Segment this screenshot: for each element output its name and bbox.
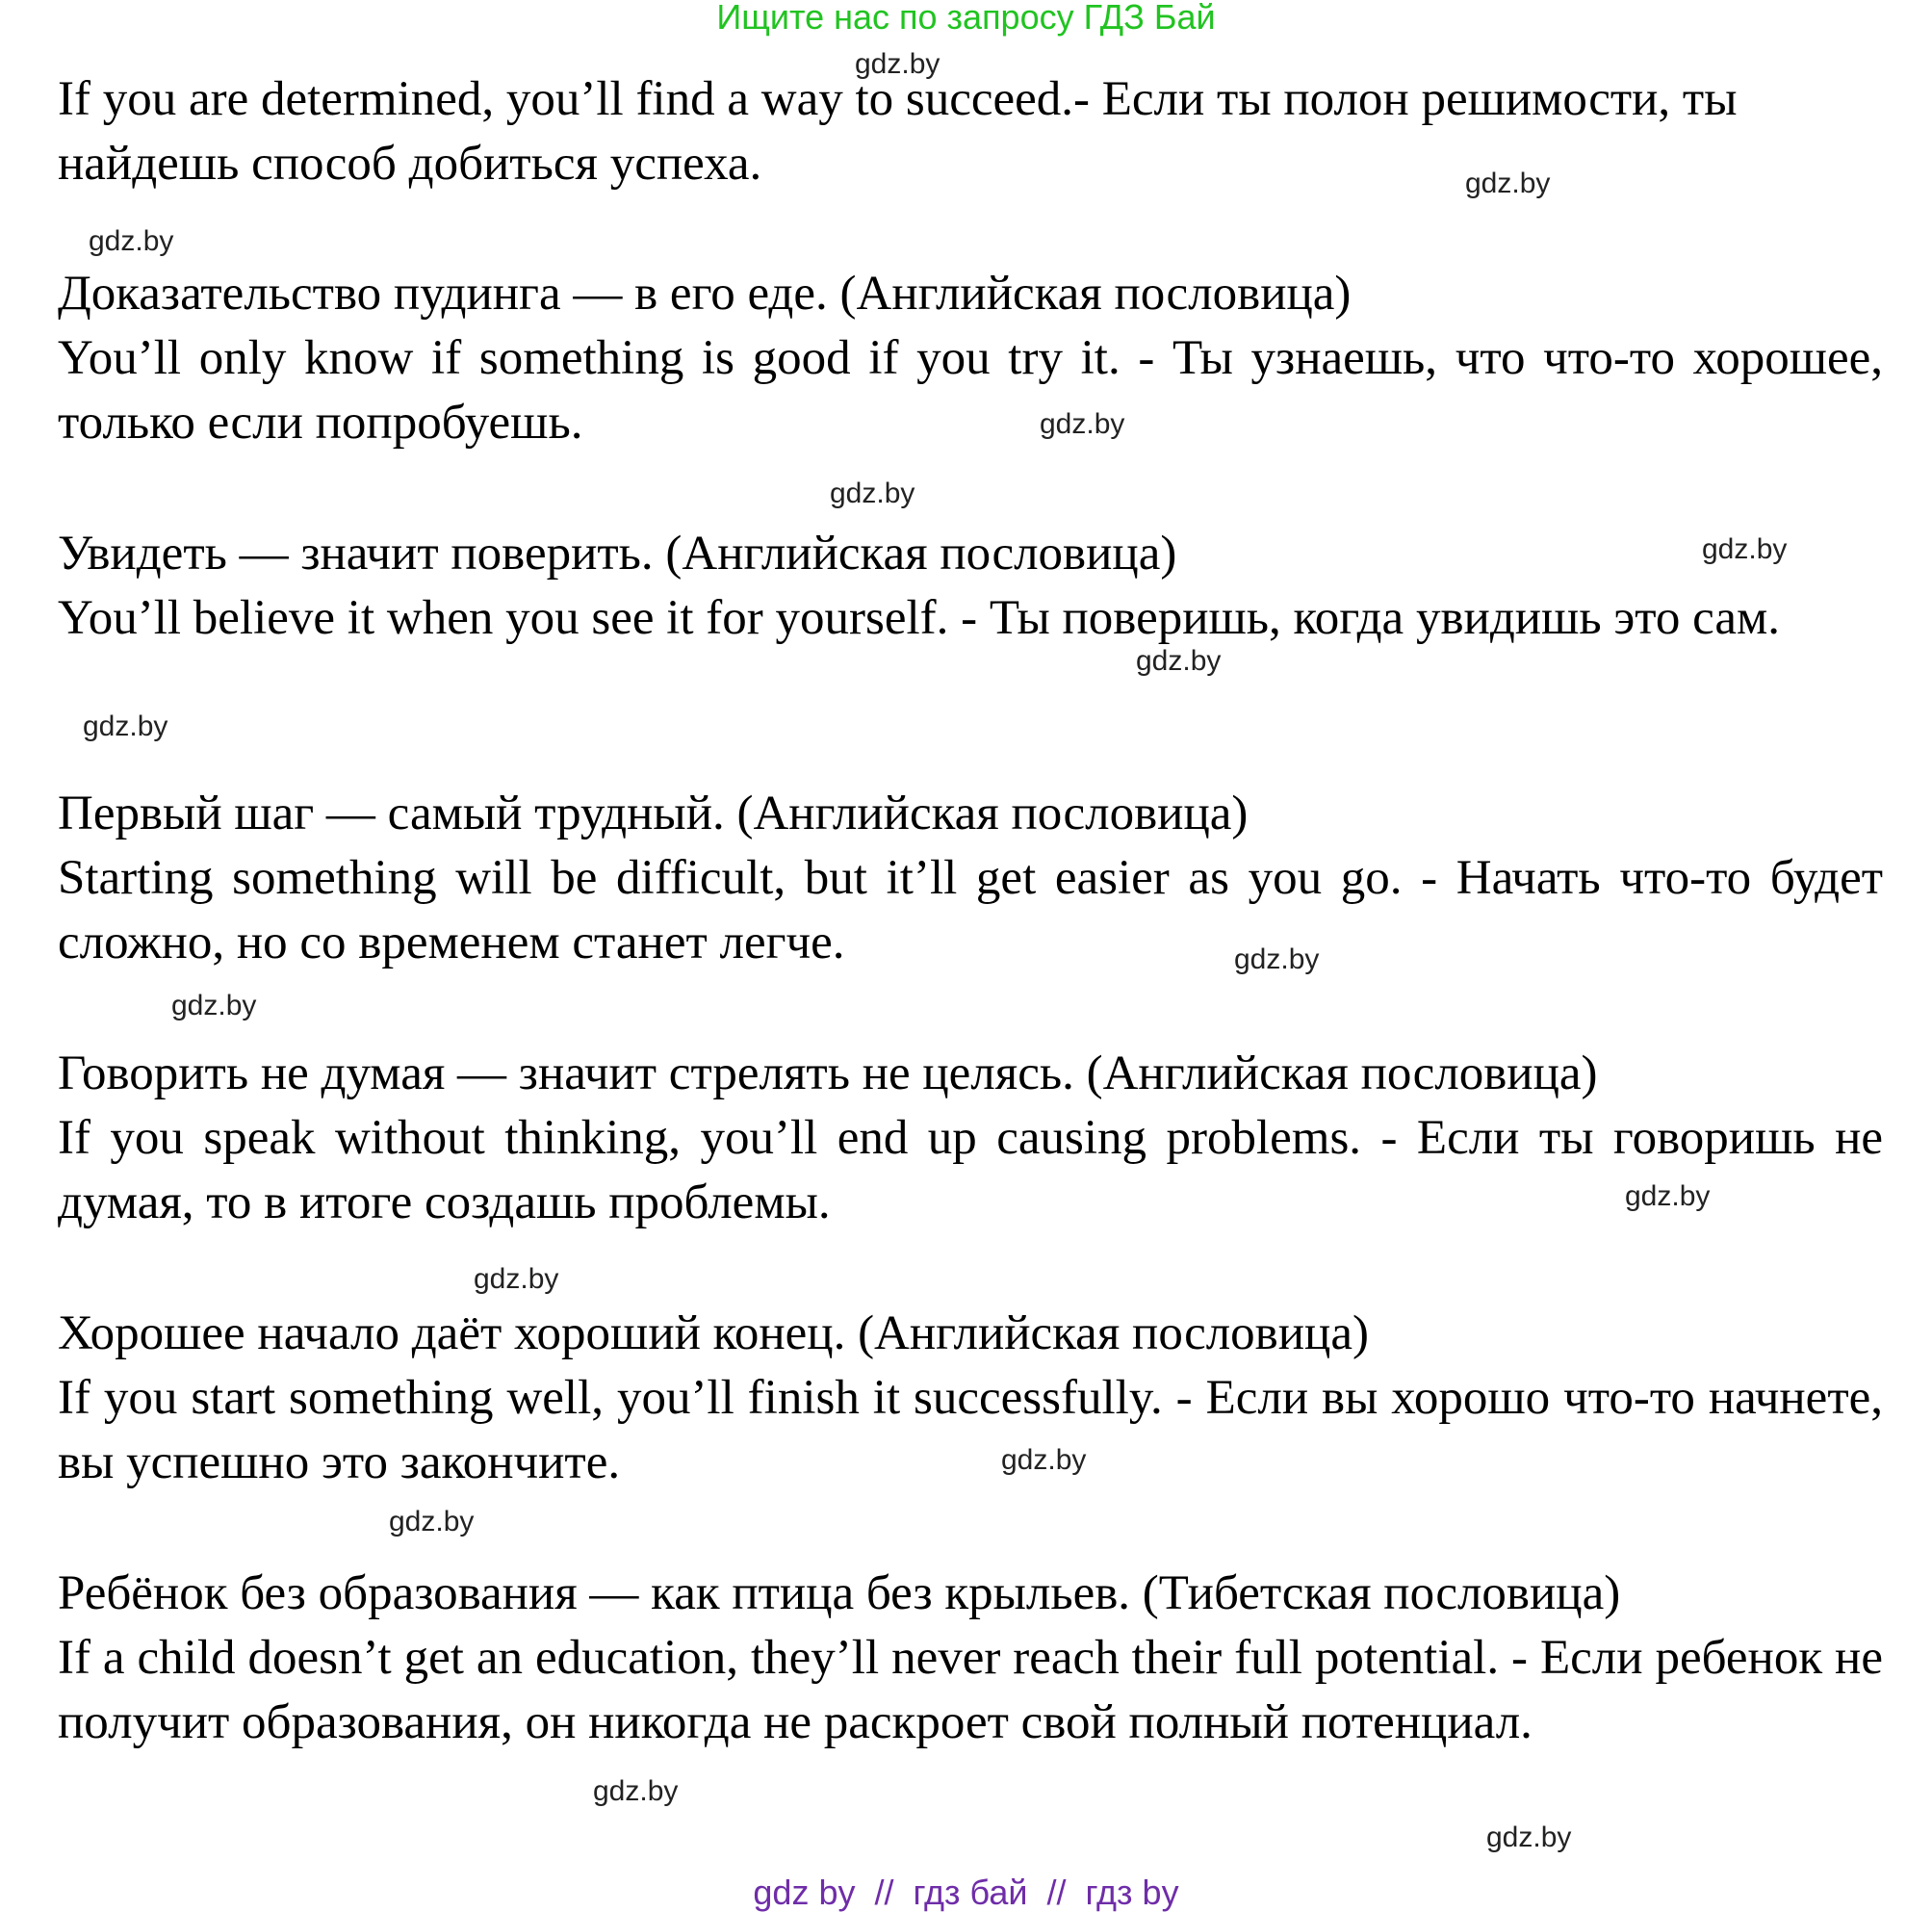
watermark: gdz.by <box>474 1263 559 1295</box>
proverb-entry-4 <box>58 782 1883 975</box>
translation-text: If a child doesn’t get an education, they’ll never reach their full potential. - Если ребенок не получит образования, он никогда не раскроет свой полный потенциал. <box>58 1631 1883 1749</box>
footer-gdz-bai[interactable]: гдз бай <box>913 1873 1028 1912</box>
watermark: gdz.by <box>1465 168 1551 199</box>
watermark: gdz.by <box>1040 408 1125 440</box>
proverb-text: Говорить не думая — значит стрелять не целясь. (Английская пословица) <box>58 1046 1598 1100</box>
watermark: gdz.by <box>1001 1444 1087 1476</box>
proverb-text: Доказательство пудинга — в его еде. (Английская пословица) <box>58 267 1352 321</box>
proverb-entry-1 <box>58 67 1883 199</box>
proverb-entry-2 <box>58 262 1883 455</box>
proverb-entry-5 <box>58 1042 1883 1235</box>
translation-text: If you start something well, you’ll finish it successfully. - Если вы хорошо что-то начнете, вы успешно это закончите. <box>58 1371 1883 1489</box>
proverb-text: Увидеть — значит поверить. (Английская пословица) <box>58 527 1177 581</box>
footer-separator: // <box>1046 1873 1067 1912</box>
watermark: gdz.by <box>389 1506 475 1537</box>
footer-gdz-by-cyrillic[interactable]: гдз by <box>1085 1873 1179 1912</box>
translation-text: If you speak without thinking, you’ll end up causing problems. - Если ты говоришь не думая, то в итоге создашь проблемы. <box>58 1111 1883 1229</box>
proverb-entry-3 <box>58 522 1883 651</box>
footer-gdz-by[interactable]: gdz by <box>753 1873 856 1912</box>
footer-links <box>0 1875 1932 1910</box>
watermark: gdz.by <box>855 48 940 80</box>
watermark: gdz.by <box>83 711 168 742</box>
translation-text: You’ll only know if something is good if you try it. - Ты узнаешь, что что-то хорошее, только если попробуешь. <box>58 331 1883 450</box>
watermark: gdz.by <box>1136 645 1222 677</box>
proverb-text: Первый шаг — самый трудный. (Английская пословица) <box>58 787 1249 840</box>
watermark: gdz.by <box>1234 943 1320 975</box>
proverb-entry-7 <box>58 1562 1883 1755</box>
watermark: gdz.by <box>1625 1180 1711 1212</box>
translation-text: Starting something will be difficult, but it’ll get easier as you go. - Начать что-то будет сложно, но со временем станет легче. <box>58 851 1883 969</box>
watermark: gdz.by <box>171 990 257 1021</box>
proverb-text: Ребёнок без образования — как птица без крыльев. (Тибетская пословица) <box>58 1566 1621 1620</box>
proverb-entry-6 <box>58 1302 1883 1495</box>
watermark: gdz.by <box>830 478 915 509</box>
proverb-text: Хорошее начало даёт хороший конец. (Английская пословица) <box>58 1306 1369 1360</box>
watermark: gdz.by <box>1486 1822 1572 1853</box>
watermark: gdz.by <box>593 1775 679 1807</box>
watermark: gdz.by <box>1702 533 1788 565</box>
footer-separator: // <box>874 1873 894 1912</box>
watermark: gdz.by <box>89 225 174 257</box>
top-banner: Ищите нас по запросу ГДЗ Бай <box>716 0 1216 37</box>
translation-text: If you are determined, you’ll find a way to succeed.- Если ты полон решимости, ты найдешь способ добиться успеха. <box>58 72 1738 191</box>
translation-text: You’ll believe it when you see it for yourself. - Ты поверишь, когда увидишь это сам. <box>58 591 1781 645</box>
